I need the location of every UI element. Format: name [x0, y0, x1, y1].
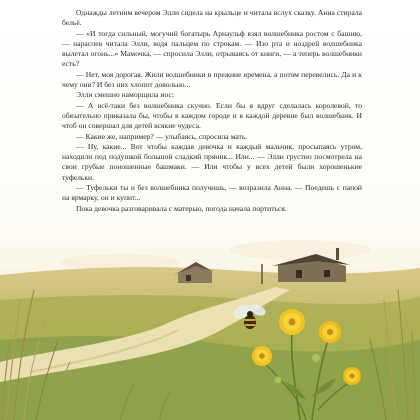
paragraph: — Нет, моя дорогая. Жили волшебники в прежние времена, а потом перевелись. Да и к чему они? И без них хлопот довольно...	[62, 69, 362, 90]
paragraph: — Туфельки ты и без волшебника получишь, — возразила Анна. — Поедешь с папой на ярмарку, он и купит...	[62, 183, 362, 203]
paragraph: Элли смешно наморщила нос:	[76, 90, 174, 100]
paragraph: — Ну, какие... Вот чтобы каждая девочка и каждый мальчик, просыпаясь утром, находили под подушкой большой сладкий пряник... Или... — Элли грустно посмотрела на свои грубые поношенные башмаки. — Или чтобы у всех детей были хорошенькие туфельки.	[62, 141, 362, 182]
paragraph: — А всё-таки без волшебника скучно. Если бы я вдруг сделалась королевой, то обязательно приказала бы, чтобы в каждом городе и в каждой деревне был волшебник. И чтоб он совершал для детей всякие чудеса.	[62, 100, 362, 131]
paragraph: — Какие же, например? — улыбаясь, спросила мать.	[76, 131, 248, 141]
story-text	[62, 8, 362, 214]
paragraph: Пока девочка разговаривала с матерью, погода начала портиться.	[76, 203, 287, 213]
paragraph: — «И тогда сильный, могучий богатырь Арнаульф взял волшебника ростом с башню, — нараспев читала Элли, водя пальцем по строкам. — Изо рта и ноздрей волшебника вылетал огонь...» Мамочка, — спросила Элли, отрываясь от книги, — а теперь волшебники есть?	[62, 28, 362, 69]
paragraph: Однажды летним вечером Элли сидела на крыльце и читала вслух сказку. Анна стирала бельё.	[62, 8, 362, 28]
